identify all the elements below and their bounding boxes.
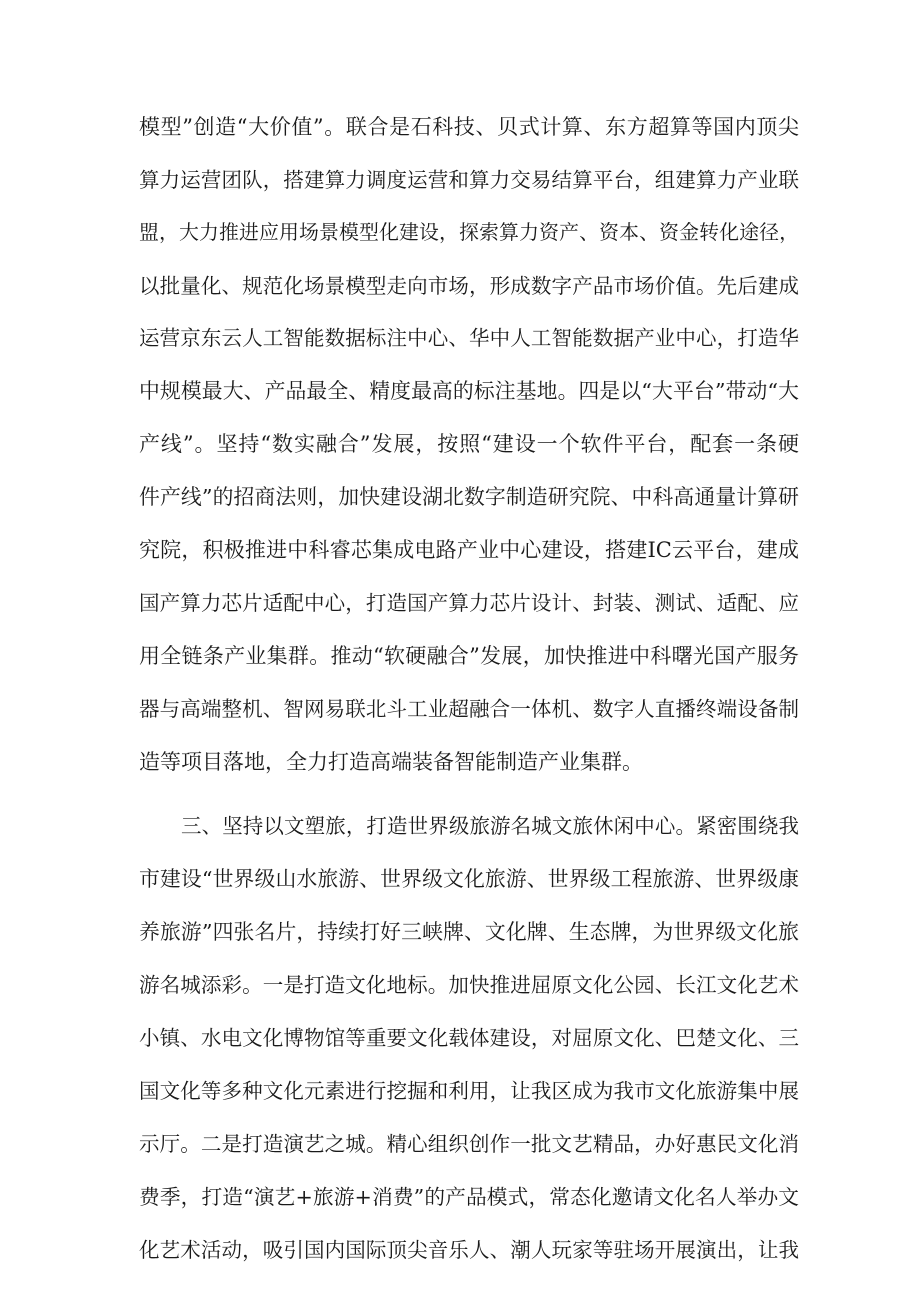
paragraph-line: 游名城添彩。一是打造文化地标。加快推进屈原文化公园、长江文化艺术 <box>139 973 799 997</box>
paragraph-line: 件产线”的招商法则，加快建设湖北数字制造研究院、中科高通量计算研 <box>139 485 799 509</box>
paragraph-line: 器与高端整机、智网易联北斗工业超融合一体机、数字人直播终端设备制 <box>139 697 799 721</box>
paragraph-line: 化艺术活动，吸引国内国际顶尖音乐人、潮人玩家等驻场开展演出，让我 <box>139 1238 799 1262</box>
paragraph-line: 养旅游”四张名片，持续打好三峡牌、文化牌、生态牌，为世界级文化旅 <box>139 920 799 944</box>
paragraph-line: 用全链条产业集群。推动“软硬融合”发展，加快推进中科曙光国产服务 <box>139 644 799 668</box>
paragraph-line: 市建设“世界级山水旅游、世界级文化旅游、世界级工程旅游、世界级康 <box>139 867 799 891</box>
paragraph-line: 模型”创造“大价值”。联合是石科技、贝式计算、东方超算等国内顶尖 <box>139 115 799 139</box>
paragraph-line: 小镇、水电文化博物馆等重要文化载体建设，对屈原文化、巴楚文化、三 <box>139 1026 799 1050</box>
paragraph-line: 三、坚持以文塑旅，打造世界级旅游名城文旅休闲中心。紧密围绕我 <box>181 814 799 838</box>
paragraph-line: 以批量化、规范化场景模型走向市场，形成数字产品市场价值。先后建成 <box>139 274 799 298</box>
paragraph-line: 产线”。坚持“数实融合”发展，按照“建设一个软件平台，配套一条硬 <box>139 432 799 456</box>
paragraph-line: 造等项目落地，全力打造高端装备智能制造产业集群。 <box>139 750 643 774</box>
paragraph-line: 算力运营团队，搭建算力调度运营和算力交易结算平台，组建算力产业联 <box>139 168 799 192</box>
paragraph-line: 中规模最大、产品最全、精度最高的标注基地。四是以“大平台”带动“大 <box>139 379 799 403</box>
paragraph-line: 国产算力芯片适配中心，打造国产算力芯片设计、封装、测试、适配、应 <box>139 591 799 615</box>
paragraph-line: 盟，大力推进应用场景模型化建设，探索算力资产、资本、资金转化途径， <box>139 221 799 244</box>
paragraph-line: 究院，积极推进中科睿芯集成电路产业中心建设，搭建IC云平台，建成 <box>139 538 799 562</box>
paragraph-line: 费季，打造“演艺+旅游+消费”的产品模式，常态化邀请文化名人举办文 <box>139 1185 799 1209</box>
paragraph-line: 国文化等多种文化元素进行挖掘和利用，让我区成为我市文化旅游集中展 <box>139 1079 799 1103</box>
paragraph-line: 示厅。二是打造演艺之城。精心组织创作一批文艺精品，办好惠民文化消 <box>139 1132 799 1156</box>
paragraph-line: 运营京东云人工智能数据标注中心、华中人工智能数据产业中心，打造华 <box>139 326 799 350</box>
